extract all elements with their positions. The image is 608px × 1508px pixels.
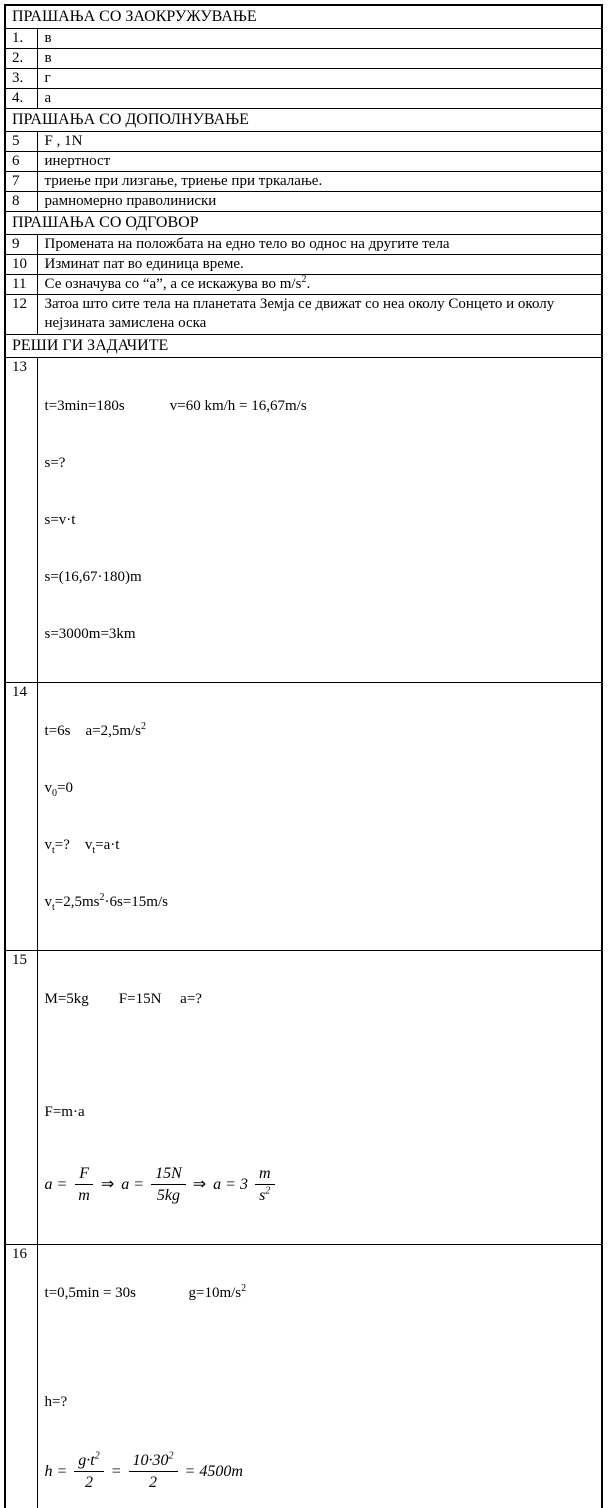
fraction-denominator: 5kg <box>153 1185 184 1206</box>
work-line: M=5kg F=15N a=? <box>45 990 598 1009</box>
task-row-16 <box>5 1245 602 1508</box>
formula-acceleration <box>45 1163 598 1206</box>
fraction <box>74 1163 94 1206</box>
work-line: t=6s $a=2,5m/s^2$ <box>45 722 598 741</box>
answer-text: инертност <box>37 152 602 172</box>
work-line: $v_t=$? $v_t=a\cdot t$ <box>45 836 598 855</box>
question-number: 8 <box>5 192 37 212</box>
question-number: 15 <box>5 951 37 1245</box>
task-row-13 <box>5 358 602 683</box>
work-line: $v_t=2,5ms^2\cdot 6s=15m/s$ <box>45 893 598 912</box>
question-number: 2. <box>5 49 37 69</box>
fraction-numerator: $g\cdot t^2$ <box>74 1450 103 1472</box>
work-line: s=? <box>45 454 598 473</box>
formula-term: a = <box>45 1175 68 1194</box>
question-number: 11 <box>5 275 37 295</box>
answer-row <box>5 275 602 295</box>
task-solution <box>37 683 602 951</box>
task-row-14 <box>5 683 602 951</box>
answer-text: а <box>37 89 602 109</box>
section-title-solve-tasks: РЕШИ ГИ ЗАДАЧИТЕ <box>5 335 602 358</box>
section-title-multiple-choice: ПРАШАЊА СО ЗАОКРУЖУВАЊЕ <box>5 5 602 29</box>
fraction <box>255 1163 275 1206</box>
fraction <box>151 1163 186 1206</box>
fraction-numerator: 15N <box>151 1163 186 1185</box>
formula-term: a = <box>121 1175 144 1194</box>
task-row-15 <box>5 951 602 1245</box>
fraction-denominator: 2 <box>81 1472 97 1493</box>
answer-row <box>5 69 602 89</box>
question-number: 7 <box>5 172 37 192</box>
fraction-denominator: 2 <box>145 1472 161 1493</box>
formula-height <box>45 1450 598 1493</box>
task-solution <box>37 1245 602 1508</box>
question-number: 5 <box>5 132 37 152</box>
fraction-numerator: $10\cdot 30^2$ <box>129 1450 178 1472</box>
question-number: 4. <box>5 89 37 109</box>
work-line: s=3000m=3km <box>45 625 598 644</box>
question-number: 10 <box>5 255 37 275</box>
answer-text: F , 1N <box>37 132 602 152</box>
work-line: s=v·t <box>45 511 598 530</box>
equals-sign: = <box>111 1462 122 1481</box>
section-title-open-answer: ПРАШАЊА СО ОДГОВОР <box>5 212 602 235</box>
answer-row <box>5 255 602 275</box>
answer-row <box>5 192 602 212</box>
section-header-row <box>5 335 602 358</box>
work-line: s=(16,67·180)m <box>45 568 598 587</box>
question-number: 6 <box>5 152 37 172</box>
formula-term: = 4500m <box>185 1462 243 1481</box>
section-header-row <box>5 5 602 29</box>
answer-text: в <box>37 29 602 49</box>
answer-text: триење при лизгање, триење при тркалање. <box>37 172 602 192</box>
answer-row <box>5 152 602 172</box>
answer-row <box>5 295 602 335</box>
work-line: h=? <box>45 1393 598 1412</box>
answer-text: в <box>37 49 602 69</box>
question-number: 14 <box>5 683 37 951</box>
task-solution <box>37 951 602 1245</box>
task-solution <box>37 358 602 683</box>
implies-arrow-icon: ⇒ <box>101 1175 114 1194</box>
answer-text: Се означува со “a”, а се искажува во $m/s^2$. <box>37 275 602 295</box>
answer-text: рамномерно праволиниски <box>37 192 602 212</box>
fraction-denominator: $s^2$ <box>255 1185 274 1206</box>
work-line: F=m·a <box>45 1103 598 1122</box>
question-number: 9 <box>5 235 37 255</box>
answer-text: г <box>37 69 602 89</box>
work-line: t=0,5min = 30s $g=10m/s^2$ <box>45 1284 598 1303</box>
question-number: 13 <box>5 358 37 683</box>
work-line: t=3min=180s v=60 km/h = 16,67m/s <box>45 397 598 416</box>
fraction-numerator: F <box>75 1163 93 1185</box>
fraction <box>74 1450 103 1493</box>
question-number: 1. <box>5 29 37 49</box>
fraction-denominator: m <box>74 1185 94 1206</box>
question-number: 16 <box>5 1245 37 1508</box>
answer-row <box>5 235 602 255</box>
question-number: 12 <box>5 295 37 335</box>
blank-line <box>45 1341 598 1355</box>
question-number: 3. <box>5 69 37 89</box>
answer-text: Изминат пат во единица време. <box>37 255 602 275</box>
answer-row <box>5 29 602 49</box>
blank-line <box>45 1047 598 1065</box>
formula-term: a = 3 <box>213 1175 248 1194</box>
answer-row <box>5 49 602 69</box>
formula-term: h = <box>45 1462 68 1481</box>
answer-row <box>5 172 602 192</box>
answer-row <box>5 89 602 109</box>
section-header-row <box>5 109 602 132</box>
section-title-fill-in: ПРАШАЊА СО ДОПОЛНУВАЊЕ <box>5 109 602 132</box>
answer-row <box>5 132 602 152</box>
fraction-numerator: m <box>255 1163 275 1185</box>
section-header-row <box>5 212 602 235</box>
fraction <box>129 1450 178 1493</box>
implies-arrow-icon: ⇒ <box>193 1175 206 1194</box>
answer-text: Промената на положбата на едно тело во однос на другите тела <box>37 235 602 255</box>
answer-text: Затоа што сите тела на планетата Земја се движат со неа околу Сонцето и околу нејзината замислена оска <box>37 295 602 335</box>
answer-sheet-table <box>4 4 603 1508</box>
work-line: $v_0=0$ <box>45 779 598 798</box>
